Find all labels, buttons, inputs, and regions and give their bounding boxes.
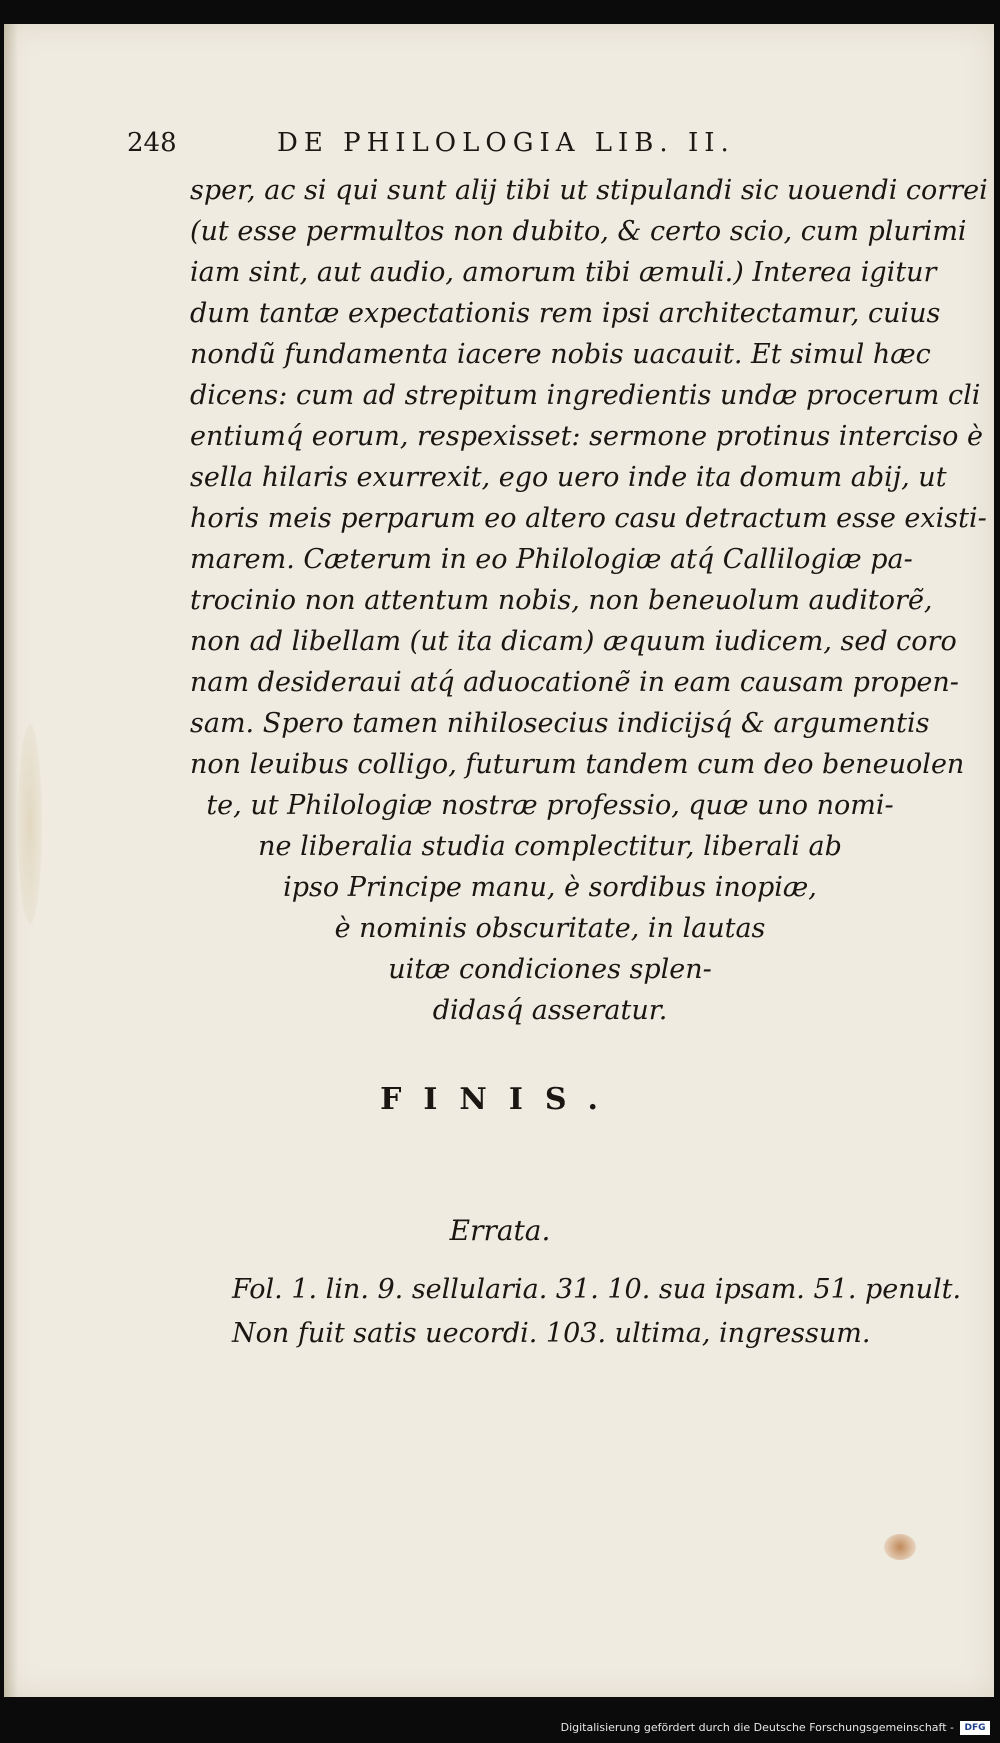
text-line: nam desideraui atq́ aduocationẽ in eam causam propen- — [190, 667, 959, 698]
errata-line: Fol. 1. lin. 9. sellularia. 31. 10. sua ipsam. 51. penult. — [232, 1274, 962, 1305]
funding-credit: Digitalisierung gefördert durch die Deutsche Forschungsgemeinschaft - — [560, 1721, 954, 1734]
text-line: (ut esse permultos non dubito, & certo scio, cum plurimi — [190, 216, 967, 247]
centered-line: ipso Principe manu, è sordibus inopiæ, — [283, 872, 817, 903]
page-number: 248 — [127, 128, 177, 158]
text-line: sam. Spero tamen nihilosecius indicijsq́ & argumentis — [190, 708, 930, 739]
text-line: marem. Cæterum in eo Philologiæ atq́ Callilogiæ pa- — [190, 544, 913, 575]
page-header — [127, 128, 827, 164]
text-line: non leuibus colligo, futurum tandem cum deo beneuolen — [190, 749, 965, 780]
finis-heading: FINIS. — [380, 1082, 620, 1117]
ink-stain — [884, 1534, 916, 1560]
centered-line: è nominis obscuritate, in lautas — [334, 913, 766, 944]
text-line: non ad libellam (ut ita dicam) æquum iudicem, sed coro — [190, 626, 957, 657]
centered-line: te, ut Philologiæ nostræ professio, quæ uno nomi- — [206, 790, 894, 821]
text-line: sella hilaris exurrexit, ego uero inde ita domum abij, ut — [190, 462, 947, 493]
text-line: horis meis perparum eo altero casu detractum esse existi- — [190, 503, 987, 534]
centered-line: didasq́ asseratur. — [432, 995, 668, 1026]
footer-bar — [0, 1697, 1000, 1743]
running-title: DE PHILOLOGIA LIB. II. — [277, 128, 735, 158]
text-line: dum tantæ expectationis rem ipsi architectamur, cuius — [190, 298, 941, 329]
centered-line: uitæ condiciones splen- — [388, 954, 712, 985]
errata-list — [232, 1268, 962, 1356]
page-gutter-shadow — [4, 24, 18, 1697]
errata-heading: Errata. — [449, 1214, 551, 1247]
text-line: entiumq́ eorum, respexisset: sermone protinus interciso è — [190, 421, 983, 452]
dfg-logo: DFG — [960, 1721, 990, 1735]
text-line: dicens: cum ad strepitum ingredientis undæ procerum cli — [190, 380, 981, 411]
centered-line: ne liberalia studia complectitur, liberali ab — [258, 831, 842, 862]
text-line: sper, ac si qui sunt alij tibi ut stipulandi sic uouendi correi — [190, 175, 988, 206]
main-text — [190, 170, 988, 1031]
errata-line: Non fuit satis uecordi. 103. ultima, ingressum. — [232, 1318, 871, 1349]
scan-border — [994, 0, 1000, 1743]
text-line: nondũ fundamenta iacere nobis uacauit. Et simul hæc — [190, 339, 931, 370]
paper-discoloration — [18, 724, 42, 924]
text-line: trocinio non attentum nobis, non beneuolum auditorẽ, — [190, 585, 933, 616]
text-line: iam sint, aut audio, amorum tibi æmuli.) Interea igitur — [190, 257, 937, 288]
